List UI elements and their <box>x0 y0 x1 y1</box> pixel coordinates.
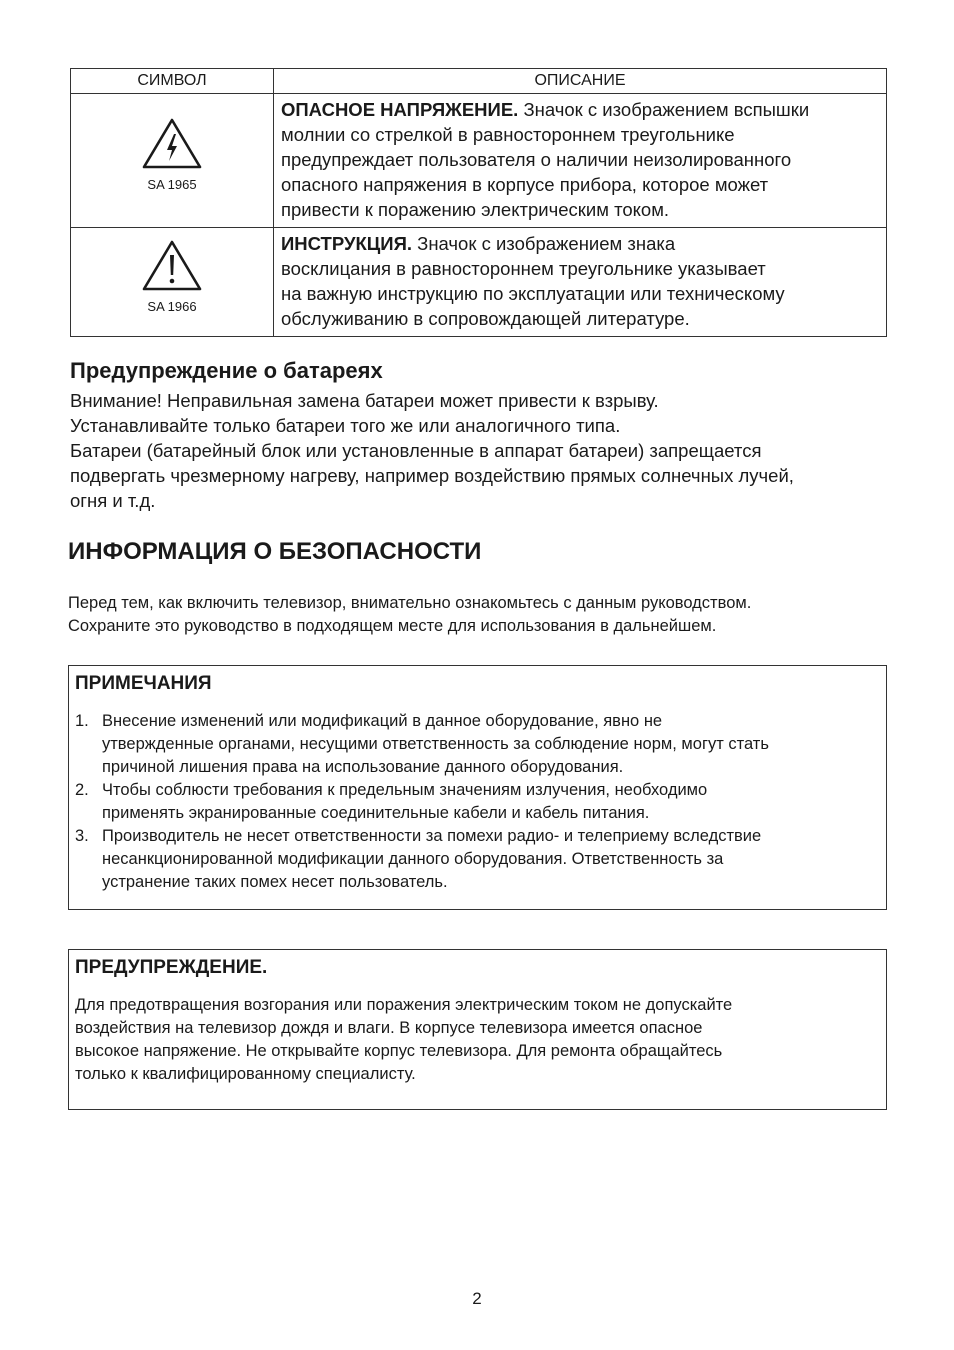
battery-line: огня и т.д. <box>70 490 156 511</box>
lightning-warning-triangle-icon <box>140 116 204 172</box>
note-line: Чтобы соблюсти требования к предельным значениям излучения, необходимо <box>102 781 708 799</box>
description-line: на важную инструкцию по эксплуатации или техническому <box>281 283 785 304</box>
notes-title: ПРИМЕЧАНИЯ <box>75 673 212 694</box>
description-line: Значок с изображением вспышки <box>518 99 810 120</box>
note-item <box>75 779 769 825</box>
note-line: применять экранированные соединительные кабели и кабель питания. <box>102 804 650 822</box>
note-number: 2. <box>75 781 89 799</box>
symbol-cell <box>71 94 274 228</box>
description-line: Значок с изображением знака <box>412 233 676 254</box>
description-title: ОПАСНОЕ НАПРЯЖЕНИЕ. <box>281 99 519 120</box>
note-line: Производитель не несет ответственности за помехи радио- и телеприему вследствие <box>102 827 762 845</box>
symbol-row <box>71 94 887 228</box>
description-line: предупреждает пользователя о наличии неизолированного <box>281 149 792 170</box>
description-line: молнии со стрелкой в равностороннем треугольнике <box>281 124 735 145</box>
note-item <box>75 710 769 779</box>
description-line: опасного напряжения в корпусе прибора, которое может <box>281 174 769 195</box>
description-line: обслуживанию в сопровождающей литературе. <box>281 308 690 329</box>
note-line: причиной лишения права на использование данного оборудования. <box>102 758 624 776</box>
column-header-description: ОПИСАНИЕ <box>274 69 887 94</box>
description-cell <box>274 94 887 228</box>
battery-line: Батареи (батарейный блок или установленные в аппарат батареи) запрещается <box>70 440 762 461</box>
page-number: 2 <box>472 1289 482 1308</box>
description-line: привести к поражению электрическим током. <box>281 199 670 220</box>
intro-line: Сохраните это руководство в подходящем месте для использования в дальнейшем. <box>68 617 717 635</box>
warning-title: ПРЕДУПРЕЖДЕНИЕ. <box>75 957 268 978</box>
note-line: устранение таких помех несет пользователь. <box>102 873 448 891</box>
symbol-table <box>70 68 887 337</box>
description-cell <box>274 228 887 337</box>
note-line: несанкционированной модификации данного оборудования. Ответственность за <box>102 850 724 868</box>
battery-line: Внимание! Неправильная замена батареи может привести к взрыву. <box>70 390 659 411</box>
warning-line: Для предотвращения возгорания или поражения электрическим током не допускайте <box>75 996 733 1014</box>
warning-box <box>68 949 887 1110</box>
battery-paragraph <box>70 388 900 513</box>
notes-list <box>75 710 769 894</box>
symbol-code: SA 1966 <box>147 299 197 314</box>
note-number: 3. <box>75 827 89 845</box>
symbol-cell <box>71 228 274 337</box>
intro-line: Перед тем, как включить телевизор, внимательно ознакомьтесь с данным руководством. <box>68 594 752 612</box>
description-line: восклицания в равностороннем треугольнике указывает <box>281 258 766 279</box>
note-item <box>75 825 769 894</box>
warning-line: высокое напряжение. Не открывайте корпус телевизора. Для ремонта обращайтесь <box>75 1042 723 1060</box>
warning-line: только к квалифицированному специалисту. <box>75 1065 416 1083</box>
symbol-row <box>71 228 887 337</box>
notes-box <box>68 665 887 910</box>
symbol-table-header <box>71 69 887 94</box>
safety-intro <box>68 592 751 638</box>
column-header-symbol: СИМВОЛ <box>71 69 274 94</box>
battery-line: Устанавливайте только батареи того же или аналогичного типа. <box>70 415 621 436</box>
exclamation-warning-triangle-icon <box>140 238 204 294</box>
note-line: утвержденные органами, несущими ответственность за соблюдение норм, могут стать <box>102 735 769 753</box>
battery-line: подвергать чрезмерному нагреву, например воздействию прямых солнечных лучей, <box>70 465 794 486</box>
note-number: 1. <box>75 712 89 730</box>
symbol-code: SA 1965 <box>147 177 197 192</box>
safety-heading: ИНФОРМАЦИЯ О БЕЗОПАСНОСТИ <box>68 538 482 565</box>
warning-text <box>75 994 732 1086</box>
warning-line: воздействия на телевизор дождя и влаги. В корпусе телевизора имеется опасное <box>75 1019 703 1037</box>
note-line: Внесение изменений или модификаций в данное оборудование, явно не <box>102 712 663 730</box>
description-title: ИНСТРУКЦИЯ. <box>281 233 412 254</box>
battery-heading: Предупреждение о батареях <box>70 358 383 383</box>
